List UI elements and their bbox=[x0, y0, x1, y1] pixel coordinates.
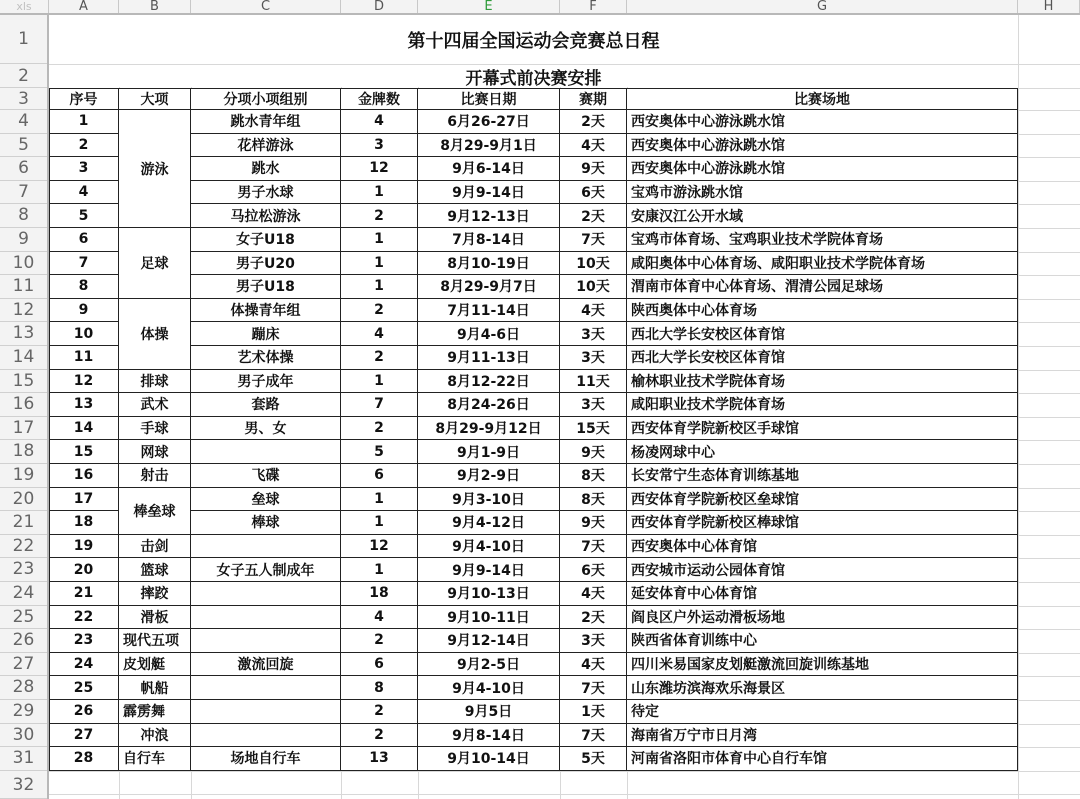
row-header-4[interactable]: 4 bbox=[0, 110, 47, 134]
cell-no[interactable]: 18 bbox=[49, 511, 119, 535]
cell-date[interactable]: 9月6-14日 bbox=[418, 157, 560, 181]
cell-cat[interactable]: 滑板 bbox=[119, 606, 191, 630]
row-header-25[interactable]: 25 bbox=[0, 606, 47, 630]
cell-category-merged[interactable]: 足球 bbox=[119, 228, 191, 299]
cell-sub[interactable]: 男子成年 bbox=[191, 370, 341, 394]
cell-venue[interactable]: 长安常宁生态体育训练基地 bbox=[627, 464, 1018, 488]
row-header-10[interactable]: 10 bbox=[0, 252, 47, 276]
cell-date[interactable]: 8月10-19日 bbox=[418, 252, 560, 276]
cell-venue[interactable]: 西北大学长安校区体育馆 bbox=[627, 322, 1018, 346]
cell-sub[interactable]: 棒球 bbox=[191, 511, 341, 535]
row-header-16[interactable]: 16 bbox=[0, 393, 47, 417]
cell-gold[interactable]: 12 bbox=[341, 535, 418, 559]
cell-venue[interactable]: 杨凌网球中心 bbox=[627, 440, 1018, 464]
cell-venue[interactable]: 西北大学长安校区体育馆 bbox=[627, 346, 1018, 370]
cell-venue[interactable]: 西安奥体中心游泳跳水馆 bbox=[627, 157, 1018, 181]
cell-no[interactable]: 3 bbox=[49, 157, 119, 181]
cell-gold[interactable]: 6 bbox=[341, 464, 418, 488]
gridline-h bbox=[49, 771, 1080, 772]
cell-cat[interactable]: 霹雳舞 bbox=[119, 700, 191, 724]
cell-date[interactable]: 6月26-27日 bbox=[418, 110, 560, 134]
cell-days[interactable]: 15天 bbox=[560, 417, 627, 441]
cell-no[interactable]: 6 bbox=[49, 228, 119, 252]
cell-days[interactable]: 3天 bbox=[560, 393, 627, 417]
cell-cat[interactable]: 射击 bbox=[119, 464, 191, 488]
cell-gold[interactable]: 4 bbox=[341, 606, 418, 630]
cell-sub[interactable] bbox=[191, 629, 341, 653]
corner-label: xls bbox=[0, 0, 49, 13]
sheet-title: 第十四届全国运动会竞赛总日程 bbox=[407, 30, 660, 52]
cell-gold[interactable]: 1 bbox=[341, 275, 418, 299]
row-header-18[interactable]: 18 bbox=[0, 440, 47, 464]
cell-no[interactable]: 23 bbox=[49, 629, 119, 653]
cell-venue[interactable]: 渭南市体育中心体育场、渭清公园足球场 bbox=[627, 275, 1018, 299]
cell-sub[interactable]: 男、女 bbox=[191, 417, 341, 441]
cell-gold[interactable]: 4 bbox=[341, 322, 418, 346]
cell-days[interactable]: 10天 bbox=[560, 275, 627, 299]
cell-days[interactable]: 4天 bbox=[560, 582, 627, 606]
cell-sub[interactable]: 跳水青年组 bbox=[191, 110, 341, 134]
row-header-13[interactable]: 13 bbox=[0, 322, 47, 346]
gridline-v bbox=[1018, 15, 1019, 799]
cell-sub[interactable]: 飞碟 bbox=[191, 464, 341, 488]
column-header-g[interactable]: G bbox=[627, 0, 1018, 13]
cell-cat[interactable]: 现代五项 bbox=[119, 629, 191, 653]
cell-days[interactable]: 4天 bbox=[560, 653, 627, 677]
cell-category-merged[interactable]: 棒垒球 bbox=[119, 488, 191, 535]
cell-cat[interactable]: 摔跤 bbox=[119, 582, 191, 606]
cell-days[interactable]: 3天 bbox=[560, 346, 627, 370]
cell-gold[interactable]: 2 bbox=[341, 346, 418, 370]
cell-no[interactable]: 13 bbox=[49, 393, 119, 417]
column-header-c[interactable]: C bbox=[191, 0, 341, 13]
cell-days[interactable]: 9天 bbox=[560, 440, 627, 464]
header-date[interactable]: 比赛日期 bbox=[418, 88, 560, 110]
cell-gold[interactable]: 1 bbox=[341, 558, 418, 582]
cell-gold[interactable]: 1 bbox=[341, 228, 418, 252]
cell-no[interactable]: 27 bbox=[49, 724, 119, 748]
cell-gold[interactable]: 2 bbox=[341, 417, 418, 441]
cell-days[interactable]: 5天 bbox=[560, 747, 627, 771]
cell-date[interactable]: 9月4-12日 bbox=[418, 511, 560, 535]
cell-gold[interactable]: 1 bbox=[341, 252, 418, 276]
cell-days[interactable]: 6天 bbox=[560, 181, 627, 205]
cell-no[interactable]: 22 bbox=[49, 606, 119, 630]
cell-gold[interactable]: 1 bbox=[341, 181, 418, 205]
row-header-23[interactable]: 23 bbox=[0, 558, 47, 582]
cell-venue[interactable]: 西安体育学院新校区棒球馆 bbox=[627, 511, 1018, 535]
cell-category-merged[interactable]: 游泳 bbox=[119, 110, 191, 228]
cell-gold[interactable]: 12 bbox=[341, 157, 418, 181]
row-header-9[interactable]: 9 bbox=[0, 228, 47, 252]
cell-no[interactable]: 9 bbox=[49, 299, 119, 323]
row-header-17[interactable]: 17 bbox=[0, 417, 47, 441]
cell-gold[interactable]: 1 bbox=[341, 488, 418, 512]
cell-gold[interactable]: 6 bbox=[341, 653, 418, 677]
cell-cat[interactable]: 皮划艇 bbox=[119, 653, 191, 677]
cell-no[interactable]: 7 bbox=[49, 252, 119, 276]
cell-cat[interactable]: 武术 bbox=[119, 393, 191, 417]
cell-no[interactable]: 20 bbox=[49, 558, 119, 582]
row-header-27[interactable]: 27 bbox=[0, 653, 47, 677]
cell-days[interactable]: 4天 bbox=[560, 134, 627, 158]
cell-gold[interactable]: 3 bbox=[341, 134, 418, 158]
cell-days[interactable]: 3天 bbox=[560, 322, 627, 346]
cell-sub[interactable]: 男子U20 bbox=[191, 252, 341, 276]
cell-venue[interactable]: 陕西奥体中心体育场 bbox=[627, 299, 1018, 323]
cell-days[interactable]: 7天 bbox=[560, 228, 627, 252]
cell-category-merged[interactable]: 体操 bbox=[119, 299, 191, 370]
cell-sub[interactable] bbox=[191, 724, 341, 748]
row-header-21[interactable]: 21 bbox=[0, 511, 47, 535]
cell-days[interactable]: 7天 bbox=[560, 676, 627, 700]
column-header-a[interactable]: A bbox=[49, 0, 119, 13]
cell-date[interactable]: 9月12-13日 bbox=[418, 204, 560, 228]
cell-sub[interactable]: 垒球 bbox=[191, 488, 341, 512]
cell-gold[interactable]: 13 bbox=[341, 747, 418, 771]
cell-date[interactable]: 9月10-13日 bbox=[418, 582, 560, 606]
row-header-29[interactable]: 29 bbox=[0, 700, 47, 724]
cell-sub[interactable]: 场地自行车 bbox=[191, 747, 341, 771]
cell-no[interactable]: 28 bbox=[49, 747, 119, 771]
cell-cat[interactable]: 帆船 bbox=[119, 676, 191, 700]
cell-date[interactable]: 7月11-14日 bbox=[418, 299, 560, 323]
cell-days[interactable]: 2天 bbox=[560, 204, 627, 228]
cell-sub[interactable]: 套路 bbox=[191, 393, 341, 417]
cell-venue[interactable]: 四川米易国家皮划艇激流回旋训练基地 bbox=[627, 653, 1018, 677]
row-header-bar bbox=[0, 15, 49, 799]
cell-cat[interactable]: 篮球 bbox=[119, 558, 191, 582]
cell-venue[interactable]: 西安奥体中心游泳跳水馆 bbox=[627, 134, 1018, 158]
cell-no[interactable]: 8 bbox=[49, 275, 119, 299]
cell-venue[interactable]: 西安城市运动公园体育馆 bbox=[627, 558, 1018, 582]
cell-cat[interactable]: 击剑 bbox=[119, 535, 191, 559]
header-gold-medals[interactable]: 金牌数 bbox=[341, 88, 418, 110]
cell-days[interactable]: 3天 bbox=[560, 629, 627, 653]
cell-date[interactable]: 9月8-14日 bbox=[418, 724, 560, 748]
cell-venue[interactable]: 西安奥体中心游泳跳水馆 bbox=[627, 110, 1018, 134]
cell-date[interactable]: 9月10-11日 bbox=[418, 606, 560, 630]
cell-gold[interactable]: 8 bbox=[341, 676, 418, 700]
cell-gold[interactable]: 7 bbox=[341, 393, 418, 417]
cell-no[interactable]: 26 bbox=[49, 700, 119, 724]
cell-date[interactable]: 9月4-6日 bbox=[418, 322, 560, 346]
cell-date[interactable]: 9月2-5日 bbox=[418, 653, 560, 677]
cell-date[interactable]: 9月11-13日 bbox=[418, 346, 560, 370]
cell-no[interactable]: 24 bbox=[49, 653, 119, 677]
cell-sub[interactable]: 激流回旋 bbox=[191, 653, 341, 677]
row-header-14[interactable]: 14 bbox=[0, 346, 47, 370]
row-header-12[interactable]: 12 bbox=[0, 299, 47, 323]
row-header-19[interactable]: 19 bbox=[0, 464, 47, 488]
cell-cat[interactable]: 手球 bbox=[119, 417, 191, 441]
cell-date[interactable]: 9月9-14日 bbox=[418, 558, 560, 582]
cell-no[interactable]: 21 bbox=[49, 582, 119, 606]
cell-no[interactable]: 19 bbox=[49, 535, 119, 559]
column-header-b[interactable]: B bbox=[119, 0, 191, 13]
cell-gold[interactable]: 5 bbox=[341, 440, 418, 464]
cell-venue[interactable]: 山东潍坊滨海欢乐海景区 bbox=[627, 676, 1018, 700]
cell-date[interactable]: 8月12-22日 bbox=[418, 370, 560, 394]
cell-date[interactable]: 9月4-10日 bbox=[418, 676, 560, 700]
cell-sub[interactable]: 女子五人制成年 bbox=[191, 558, 341, 582]
cell-date[interactable]: 9月4-10日 bbox=[418, 535, 560, 559]
row-header-30[interactable]: 30 bbox=[0, 724, 47, 748]
cell-venue[interactable]: 宝鸡市游泳跳水馆 bbox=[627, 181, 1018, 205]
row-header-8[interactable]: 8 bbox=[0, 204, 47, 228]
cell-venue[interactable]: 待定 bbox=[627, 700, 1018, 724]
cell-date[interactable]: 9月3-10日 bbox=[418, 488, 560, 512]
cell-date[interactable]: 8月29-9月1日 bbox=[418, 134, 560, 158]
row-header-3[interactable]: 3 bbox=[0, 88, 47, 110]
cell-date[interactable]: 8月29-9月7日 bbox=[418, 275, 560, 299]
cell-no[interactable]: 5 bbox=[49, 204, 119, 228]
cell-gold[interactable]: 2 bbox=[341, 299, 418, 323]
column-header-f[interactable]: F bbox=[560, 0, 627, 13]
cell-sub[interactable]: 男子水球 bbox=[191, 181, 341, 205]
cell-sub[interactable] bbox=[191, 535, 341, 559]
row-header-24[interactable]: 24 bbox=[0, 582, 47, 606]
row-header-31[interactable]: 31 bbox=[0, 747, 47, 771]
cell-date[interactable]: 9月10-14日 bbox=[418, 747, 560, 771]
cell-gold[interactable]: 2 bbox=[341, 724, 418, 748]
cell-days[interactable]: 2天 bbox=[560, 110, 627, 134]
header-index[interactable]: 序号 bbox=[49, 88, 119, 110]
cell-days[interactable]: 9天 bbox=[560, 157, 627, 181]
cell-days[interactable]: 7天 bbox=[560, 535, 627, 559]
column-header-h[interactable]: H bbox=[1018, 0, 1080, 13]
header-subevent[interactable]: 分项小项组别 bbox=[191, 88, 341, 110]
column-header-bar bbox=[0, 0, 1080, 15]
row-header-28[interactable]: 28 bbox=[0, 676, 47, 700]
cell-date[interactable]: 9月12-14日 bbox=[418, 629, 560, 653]
cell-no[interactable]: 25 bbox=[49, 676, 119, 700]
cell-venue[interactable]: 榆林职业技术学院体育场 bbox=[627, 370, 1018, 394]
row-header-6[interactable]: 6 bbox=[0, 157, 47, 181]
cell-gold[interactable]: 2 bbox=[341, 204, 418, 228]
cell-days[interactable]: 7天 bbox=[560, 724, 627, 748]
cell-days[interactable]: 6天 bbox=[560, 558, 627, 582]
cell-venue[interactable]: 海南省万宁市日月湾 bbox=[627, 724, 1018, 748]
cell-sub[interactable] bbox=[191, 606, 341, 630]
cell-days[interactable]: 1天 bbox=[560, 700, 627, 724]
cell-no[interactable]: 15 bbox=[49, 440, 119, 464]
cell-sub[interactable]: 马拉松游泳 bbox=[191, 204, 341, 228]
column-header-e[interactable]: E bbox=[418, 0, 560, 13]
cell-no[interactable]: 4 bbox=[49, 181, 119, 205]
cell-date[interactable]: 7月8-14日 bbox=[418, 228, 560, 252]
cell-venue[interactable]: 阎良区户外运动滑板场地 bbox=[627, 606, 1018, 630]
cell-sub[interactable]: 体操青年组 bbox=[191, 299, 341, 323]
cell-days[interactable]: 11天 bbox=[560, 370, 627, 394]
row-header-2[interactable]: 2 bbox=[0, 64, 47, 88]
cell-sub[interactable]: 花样游泳 bbox=[191, 134, 341, 158]
cell-gold[interactable]: 18 bbox=[341, 582, 418, 606]
cell-venue[interactable]: 西安体育学院新校区垒球馆 bbox=[627, 488, 1018, 512]
cell-venue[interactable]: 西安体育学院新校区手球馆 bbox=[627, 417, 1018, 441]
cell-gold[interactable]: 2 bbox=[341, 629, 418, 653]
row-header-7[interactable]: 7 bbox=[0, 181, 47, 205]
cell-sub[interactable]: 艺术体操 bbox=[191, 346, 341, 370]
cell-venue[interactable]: 河南省洛阳市体育中心自行车馆 bbox=[627, 747, 1018, 771]
cell-sub[interactable]: 蹦床 bbox=[191, 322, 341, 346]
cell-date[interactable]: 9月2-9日 bbox=[418, 464, 560, 488]
cell-gold[interactable]: 4 bbox=[341, 110, 418, 134]
cell-sub[interactable] bbox=[191, 700, 341, 724]
cell-sub[interactable]: 女子U18 bbox=[191, 228, 341, 252]
cell-sub[interactable] bbox=[191, 440, 341, 464]
cell-no[interactable]: 1 bbox=[49, 110, 119, 134]
cell-days[interactable]: 9天 bbox=[560, 511, 627, 535]
header-duration[interactable]: 赛期 bbox=[560, 88, 627, 110]
row-header-32[interactable]: 32 bbox=[0, 771, 47, 799]
cell-sub[interactable]: 男子U18 bbox=[191, 275, 341, 299]
gridline-h bbox=[49, 794, 1080, 795]
sheet-subtitle: 开幕式前决赛安排 bbox=[465, 68, 602, 88]
cell-venue[interactable]: 宝鸡市体育场、宝鸡职业技术学院体育场 bbox=[627, 228, 1018, 252]
cell-date[interactable]: 9月9-14日 bbox=[418, 181, 560, 205]
cell-sub[interactable] bbox=[191, 676, 341, 700]
cell-venue[interactable]: 安康汉江公开水域 bbox=[627, 204, 1018, 228]
cell-venue[interactable]: 延安体育中心体育馆 bbox=[627, 582, 1018, 606]
cell-no[interactable]: 17 bbox=[49, 488, 119, 512]
cell-sub[interactable] bbox=[191, 582, 341, 606]
cell-gold[interactable]: 1 bbox=[341, 370, 418, 394]
cell-venue[interactable]: 咸阳职业技术学院体育场 bbox=[627, 393, 1018, 417]
header-venue[interactable]: 比赛场地 bbox=[627, 88, 1018, 110]
cell-cat[interactable]: 自行车 bbox=[119, 747, 191, 771]
cell-days[interactable]: 8天 bbox=[560, 488, 627, 512]
row-header-1[interactable]: 1 bbox=[0, 15, 47, 64]
cell-cat[interactable]: 冲浪 bbox=[119, 724, 191, 748]
cell-date[interactable]: 9月1-9日 bbox=[418, 440, 560, 464]
cell-cat[interactable]: 网球 bbox=[119, 440, 191, 464]
cell-gold[interactable]: 1 bbox=[341, 511, 418, 535]
cell-no[interactable]: 11 bbox=[49, 346, 119, 370]
cell-days[interactable]: 4天 bbox=[560, 299, 627, 323]
cell-no[interactable]: 14 bbox=[49, 417, 119, 441]
row-header-11[interactable]: 11 bbox=[0, 275, 47, 299]
cell-venue[interactable]: 西安奥体中心体育馆 bbox=[627, 535, 1018, 559]
row-header-22[interactable]: 22 bbox=[0, 535, 47, 559]
cell-no[interactable]: 16 bbox=[49, 464, 119, 488]
cell-date[interactable]: 8月24-26日 bbox=[418, 393, 560, 417]
column-header-d[interactable]: D bbox=[341, 0, 418, 13]
cell-cat[interactable]: 排球 bbox=[119, 370, 191, 394]
cell-venue[interactable]: 陕西省体育训练中心 bbox=[627, 629, 1018, 653]
header-category[interactable]: 大项 bbox=[119, 88, 191, 110]
cell-sub[interactable]: 跳水 bbox=[191, 157, 341, 181]
cell-days[interactable]: 2天 bbox=[560, 606, 627, 630]
cell-no[interactable]: 12 bbox=[49, 370, 119, 394]
cell-days[interactable]: 10天 bbox=[560, 252, 627, 276]
row-header-15[interactable]: 15 bbox=[0, 370, 47, 394]
row-header-5[interactable]: 5 bbox=[0, 134, 47, 158]
row-header-20[interactable]: 20 bbox=[0, 488, 47, 512]
cell-venue[interactable]: 咸阳奥体中心体育场、咸阳职业技术学院体育场 bbox=[627, 252, 1018, 276]
cell-days[interactable]: 8天 bbox=[560, 464, 627, 488]
cell-no[interactable]: 2 bbox=[49, 134, 119, 158]
cell-date[interactable]: 9月5日 bbox=[418, 700, 560, 724]
row-header-26[interactable]: 26 bbox=[0, 629, 47, 653]
cell-gold[interactable]: 2 bbox=[341, 700, 418, 724]
cell-no[interactable]: 10 bbox=[49, 322, 119, 346]
cell-date[interactable]: 8月29-9月12日 bbox=[418, 417, 560, 441]
